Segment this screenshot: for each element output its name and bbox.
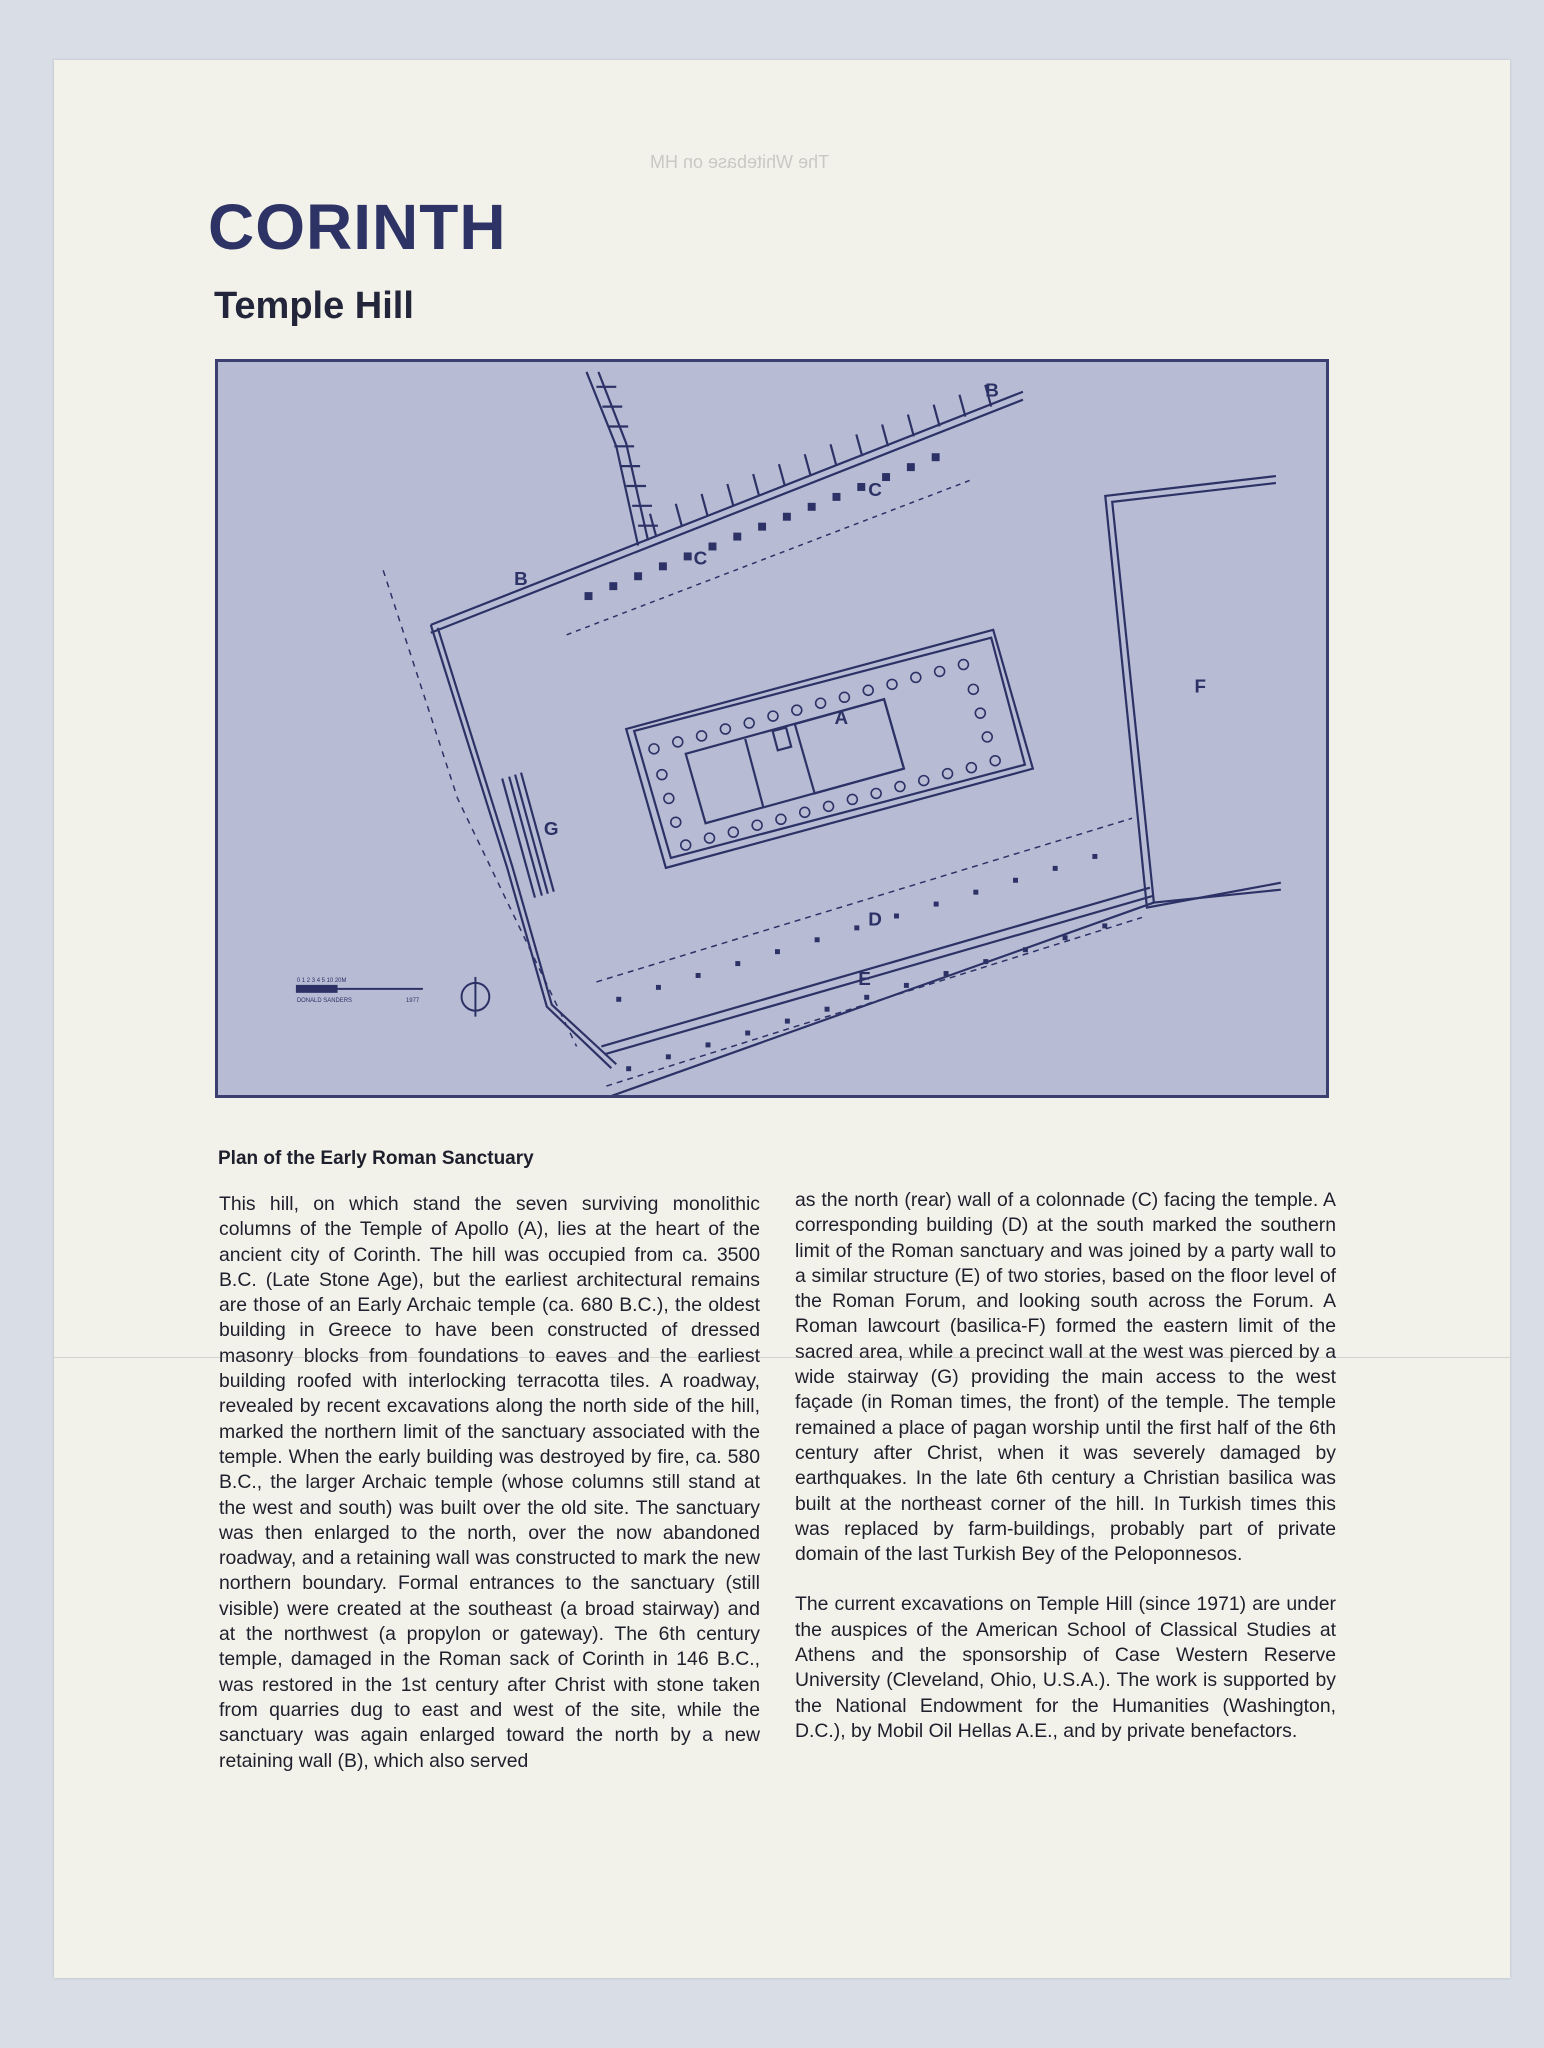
scale-bar bbox=[297, 986, 423, 992]
plan-caption: Plan of the Early Roman Sanctuary bbox=[218, 1148, 534, 1169]
page-title: CORINTH bbox=[208, 191, 507, 263]
body-column-right bbox=[795, 1188, 1336, 1744]
scale-ticks: 0 1 2 3 4 5 10 20M bbox=[296, 977, 347, 984]
body-paragraph-1: This hill, on which stand the seven surviving monolithic columns of the Temple of Apollo (A), lies at the heart of the ancient city of Corinth. The hill was occupied from ca. 3500 B.C. (Late Stone Age), but the earliest architectural remains are those of an Early Archaic temple (ca. 680 B.C.), the oldest building in Greece to have been constructed of dressed masonry blocks from foundations to eaves and the earliest building roofed with interlocking terracotta tiles. A roadway, revealed by recent excavations along the north side of the hill, marked the northern limit of the sanctuary associated with the temple. When the early building was destroyed by fire, ca. 580 B.C., the larger Archaic temple (whose columns still stand at the west and south) was built over the old site. The sanctuary was then enlarged to the north, over the now abandoned roadway, and a retaining wall was constructed to mark the new northern boundary. Formal entrances to the sanctuary (still visible) were created at the southeast (a broad stairway) and at the northwest (a propylon or gateway). The 6th century temple, damaged in the Roman sack of Corinth in 146 B.C., was restored in the 1st century after Christ with stone taken from quarries dug to east and west of the site, while the sanctuary was again enlarged toward the north by a new retaining wall (B), which also served bbox=[219, 1193, 760, 1772]
plan-label-f: F bbox=[1194, 675, 1207, 697]
plan-label-b-west: B bbox=[514, 568, 528, 590]
north-wall-b bbox=[431, 392, 1023, 625]
show-through-text: The Whitebase on HM bbox=[650, 152, 830, 172]
drawing-credit: DONALD SANDERS bbox=[296, 997, 352, 1004]
stoa-c-piers bbox=[585, 453, 940, 600]
stoa-d-e-piers bbox=[616, 854, 1107, 1071]
page-subtitle: Temple Hill bbox=[214, 285, 414, 327]
body-paragraph-2: as the north (rear) wall of a colonnade (C) facing the temple. A corresponding building (D) at the south marked the southern limit of the Roman sanctuary and was joined by a party wall to a similar structure (E) of two stories, based on the floor level of the Roman Forum, and looking south across the Forum. A Roman lawcourt (basilica-F) formed the eastern limit of the sacred area, while a precinct wall at the west was pierced by a wide stairway (G) providing the main access to the west façade (in Roman times, the front) of the temple. The temple remained a place of pagan worship until the first half of the 6th century after Christ, when it was severely damaged by earthquakes. In the late 6th century a Christian basilica was built at the northeast corner of the hill. In Turkish times this was replaced by farm-buildings, probably part of private domain of the last Turkish Bey of the Peloponnesos. bbox=[795, 1189, 1336, 1566]
paper-fold-line bbox=[54, 1357, 1510, 1358]
temple-a bbox=[626, 630, 1033, 868]
body-paragraph-3: The current excavations on Temple Hill (since 1971) are under the auspices of the American School of Classical Studies at Athens and the sponsorship of Case Western Reserve University (Cleveland, Ohio, U.S.A.). The work is supported by the National Endowment for the Humanities (Washington, D.C.), by Mobil Oil Hellas A.E., and by private benefactors. bbox=[795, 1593, 1336, 1742]
plan-label-d: D bbox=[868, 908, 882, 930]
plan-label-g: G bbox=[543, 818, 559, 840]
plan-label-b-east: B bbox=[985, 379, 999, 401]
plan-label-e: E bbox=[858, 967, 871, 989]
plan-label-a: A bbox=[834, 707, 849, 729]
north-arrow bbox=[462, 977, 490, 1017]
drawing-year: 1977 bbox=[405, 997, 420, 1004]
body-column-left bbox=[219, 1192, 760, 1774]
plan-label-c-east: C bbox=[868, 478, 882, 500]
site-plan bbox=[215, 359, 1329, 1098]
temple-columns bbox=[649, 660, 1000, 850]
site-plan-drawing bbox=[218, 362, 1326, 1095]
plan-label-c-west: C bbox=[693, 547, 708, 569]
